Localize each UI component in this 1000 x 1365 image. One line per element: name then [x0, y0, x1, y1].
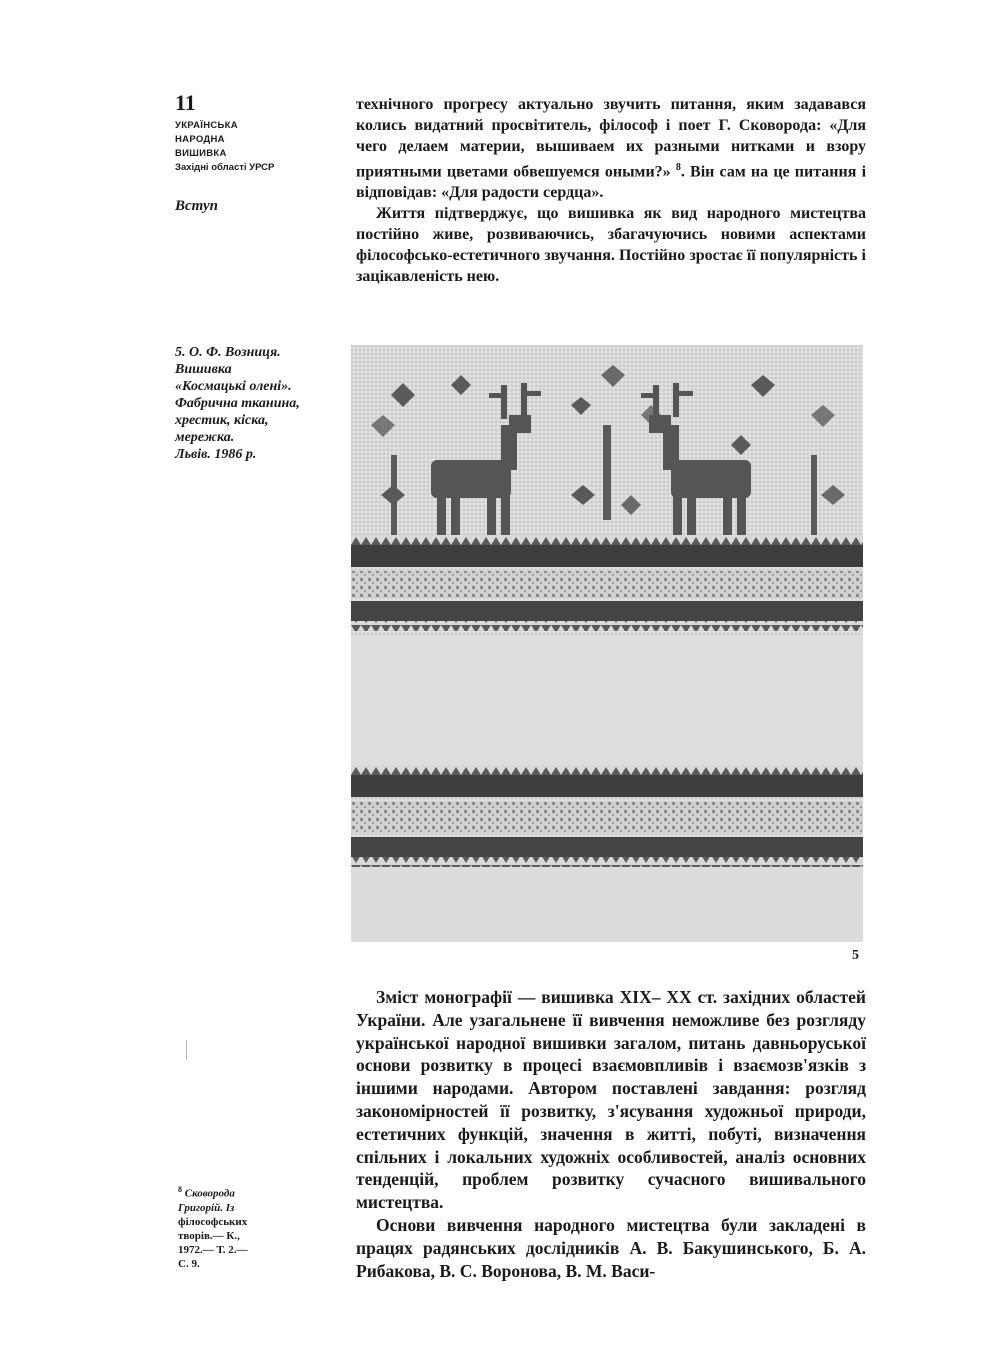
paragraph-3: Зміст монографії — вишивка XIX– XX ст. західних областей України. Але узагальнене її вивчення неможливе без розгляду української народної вишивки загалом, питань давньоруської основи розвитку в процесі взаємовпливів і взаємозв'язків з іншими народами. Автором поставлені завдання: розгляд закономірностей її розвитку, з'ясування художньої природи, естетичних функцій, значення в житті, побуті, визначення спільних і локальних художніх особливостей, аналіз основних тенденцій, проблем розвитку сучасного вишивального мистецтва.	[356, 987, 866, 1213]
caption-line-4: Фабрична тканина,	[175, 396, 300, 411]
zigzag-border-1	[351, 535, 863, 545]
margin-tick	[186, 1040, 187, 1060]
dark-band-1	[351, 545, 863, 567]
dark-band-2	[351, 601, 863, 621]
footnote-line-2: Григорій. Із	[178, 1201, 235, 1214]
fabric-bottom	[351, 867, 863, 942]
mesh-band-2	[351, 801, 863, 833]
dark-band-3	[351, 775, 863, 797]
mesh-band-1	[351, 571, 863, 597]
series-title	[175, 119, 274, 175]
embroidery-image	[351, 345, 863, 942]
body-bottom	[356, 986, 866, 1282]
footnote-line-1	[178, 1183, 298, 1201]
footnote-line-3: філософських	[178, 1215, 248, 1228]
footnote-line-5: 1972.— Т. 2.—	[178, 1243, 248, 1256]
footnote	[178, 1183, 298, 1271]
series-line-1: УКРАЇНСЬКА	[175, 120, 238, 131]
series-line-4: Західні області УРСР	[175, 162, 275, 173]
dark-band-4	[351, 837, 863, 857]
paragraph-1	[356, 94, 866, 203]
series-line-2: НАРОДНА	[175, 134, 225, 145]
caption-line-1: 5. О. Ф. Возниця.	[175, 345, 281, 360]
section-title: Вступ	[175, 198, 218, 214]
zigzag-border-3	[351, 765, 863, 775]
footnote-reference: 8	[675, 162, 681, 173]
paragraph-1-text-a: технічного прогресу актуально звучить питання, яким задавався колись видатний просвітитель, філософ і поет Г. Сковорода: «Для чего делаем материи, вышиваем их разными нитками и взору приятными цветами обвешуемся оными?»	[356, 96, 866, 181]
caption-line-6: мережка.	[175, 430, 235, 445]
zigzag-border-2	[351, 621, 863, 631]
caption-line-5: хрестик, кіска,	[175, 413, 269, 428]
body-top	[356, 94, 866, 287]
paragraph-2: Життя підтверджує, що вишивка як вид народного мистецтва постійно живе, розвиваючись, збагачуючись новими аспектами філософсько-естетичного звучання. Постійно зростає її популярність і зацікавленість нею.	[356, 205, 866, 286]
series-line-3: ВИШИВКА	[175, 148, 227, 159]
footnote-line-6: С. 9.	[178, 1257, 200, 1270]
plain-fabric	[351, 635, 863, 765]
embroidery-photo	[351, 345, 863, 942]
figure-caption	[175, 344, 340, 463]
footnote-line-4: творів.— К.,	[178, 1229, 240, 1242]
paragraph-4: Основи вивчення народного мистецтва були закладені в працях радянських дослідників А. В. Бакушинського, Б. А. Рибакова, В. С. Воронова, В. М. Васи-	[356, 1214, 866, 1281]
caption-line-2: Вишивка	[175, 362, 232, 377]
footnote-text-1: Сковорода	[184, 1187, 235, 1200]
figure-number: 5	[852, 948, 859, 963]
caption-line-7: Львів. 1986 р.	[175, 447, 257, 462]
zigzag-border-4	[351, 857, 863, 867]
caption-line-3: «Космацькі олені».	[175, 379, 292, 394]
paragraph-1-text-b: . Він сам на це питання і відповідав: «Для радости сердца».	[356, 163, 867, 202]
page-number: 11	[175, 90, 196, 115]
footnote-marker: 8	[178, 1185, 182, 1194]
